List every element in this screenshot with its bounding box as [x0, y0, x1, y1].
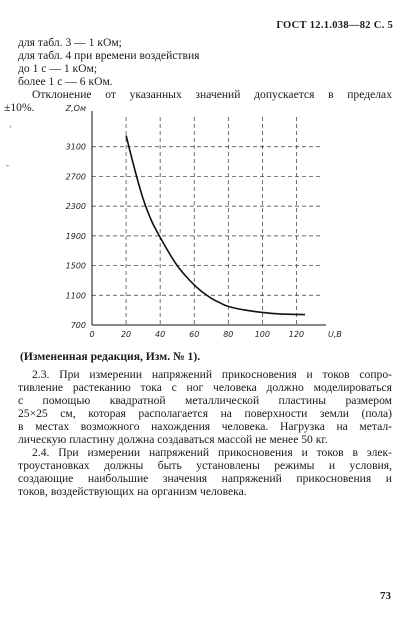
- p23-line-4: 25×25 см, которая располагается на поверхности земли (пола): [18, 407, 392, 420]
- y-tick-label-1500: 1500: [65, 261, 86, 271]
- p24-line-2: троустановках должны быть установлены режимы и условия,: [18, 459, 392, 472]
- p23-line-6: лическую пластину должна создаваться массой не менее 50 кг.: [18, 433, 328, 446]
- chart-tick-labels: [65, 104, 342, 339]
- y-tick-label-1900: 1900: [65, 231, 86, 241]
- p23-line-3: с помощью квадратной металлической пластины размером: [18, 394, 392, 407]
- resistance-line-over1s: более 1 с — 6 кОм.: [18, 75, 113, 88]
- chart-series: [126, 136, 305, 315]
- p23-line-1: 2.3. При измерении напряжений прикосновения и токов сопро-: [32, 368, 392, 381]
- x-tick-label-120: 120: [288, 330, 305, 339]
- p23-line-5: в местах возможного нахождения человека. Нагрузка на метал-: [18, 420, 392, 433]
- y-tick-label-2700: 2700: [65, 172, 86, 182]
- x-tick-label-60: 60: [189, 330, 200, 339]
- y-tick-label-700: 700: [70, 321, 86, 330]
- x-axis-label: U,B: [328, 330, 342, 339]
- margin-mark-top: ': [10, 124, 12, 134]
- margin-mark-dash: -: [6, 160, 9, 170]
- x-tick-label-40: 40: [155, 330, 166, 339]
- y-tick-label-2300: 2300: [65, 202, 86, 212]
- x-tick-label-0: 0: [89, 330, 95, 339]
- x-tick-label-80: 80: [223, 330, 234, 339]
- page-number: 73: [380, 590, 391, 602]
- p23-line-2: тивление растеканию тока с ног человека должно моделироваться: [18, 381, 392, 394]
- p24-line-3: создающие наибольшие значения напряжений прикосновения и: [18, 472, 392, 485]
- x-tick-label-20: 20: [120, 330, 132, 339]
- chart-axes: [92, 111, 326, 325]
- chart-grid: [92, 117, 322, 325]
- resistance-line-table3: для табл. 3 — 1 кОм;: [18, 36, 122, 49]
- resistance-line-upto1s: до 1 с — 1 кОм;: [18, 62, 98, 75]
- series-line-0: [126, 136, 305, 315]
- p24-line-4: токов, воздействующих на организм человека.: [18, 485, 247, 498]
- y-axis-label: Z,Ом: [65, 104, 86, 113]
- document-header: ГОСТ 12.1.038—82 С. 5: [276, 20, 393, 31]
- deviation-text: Отклонение от указанных значений допускается в пределах: [32, 88, 392, 101]
- amendment-caption: (Измененная редакция, Изм. № 1).: [20, 350, 201, 363]
- resistance-line-table4: для табл. 4 при времени воздействия: [18, 49, 200, 62]
- y-tick-label-1100: 1100: [65, 291, 86, 301]
- y-tick-label-3100: 3100: [65, 142, 86, 152]
- deviation-tolerance: ±10%.: [4, 101, 35, 114]
- x-tick-label-100: 100: [254, 330, 271, 339]
- p24-line-1: 2.4. При измерении напряжений прикосновения и токов в элек-: [32, 446, 392, 459]
